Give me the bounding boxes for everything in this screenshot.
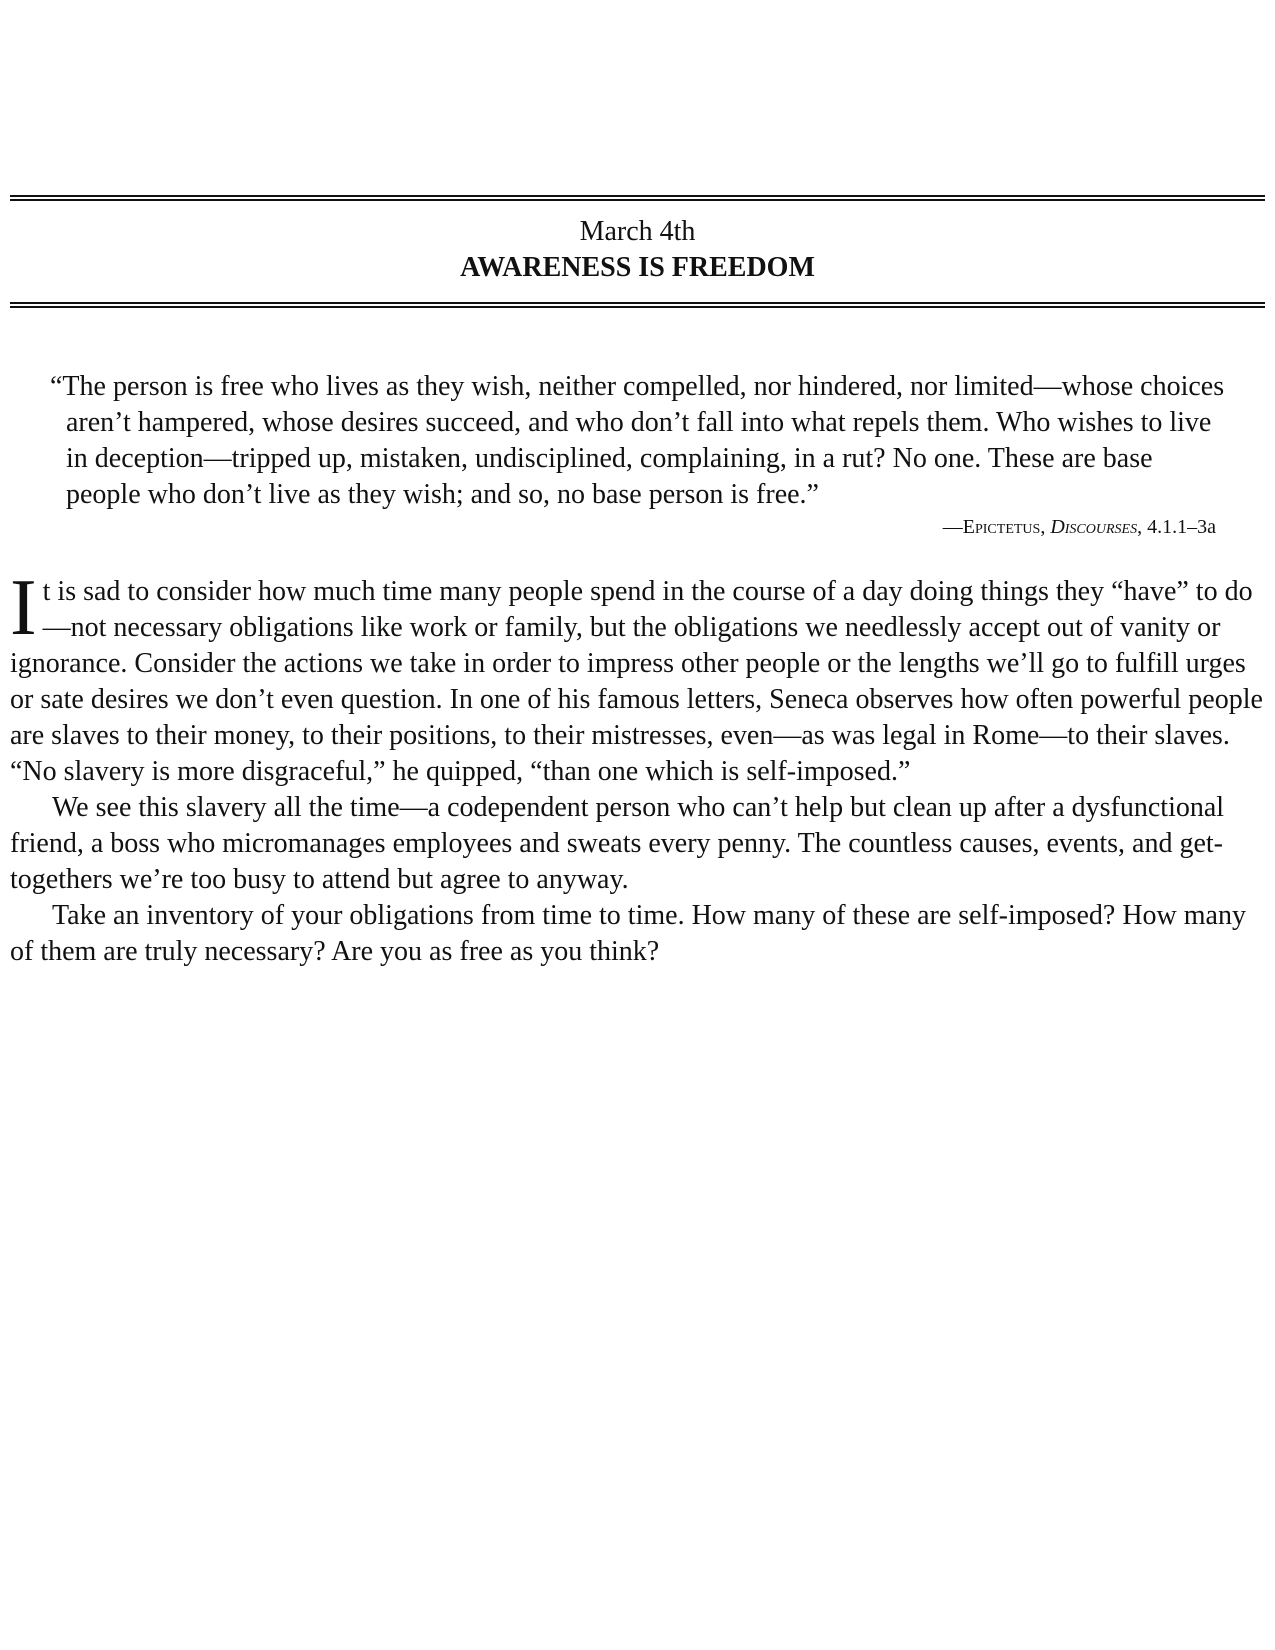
epigraph-quote: “The person is free who lives as they wish, neither compelled, nor hindered, nor limited—whose choices aren’t hampered, whose desires succeed, and who don’t fall into what repels them. Who wishes to live in deception—tripped up, mistaken, undisciplined, complaining, in a rut? No one. These are base people who don’t live as they wish; and so, no base person is free.”: [50, 371, 1225, 510]
body-paragraph-1: [10, 564, 1267, 790]
epigraph: [50, 369, 1230, 541]
attribution-reference: , 4.1.1–3a: [1137, 516, 1216, 538]
attribution-work: Discourses: [1050, 516, 1138, 538]
body-text: [10, 564, 1267, 970]
body-paragraph-2: We see this slavery all the time—a codependent person who can’t help but clean up after a dysfunctional friend, a boss who micromanages employees and sweats every penny. The countless causes, events, and get-togethers we’re too busy to attend but agree to anyway.: [10, 792, 1225, 895]
header-top-rule: [10, 195, 1265, 201]
body-paragraph-3: Take an inventory of your obligations from time to time. How many of these are self-imposed? How many of them are truly necessary? Are you as free as you think?: [10, 900, 1246, 967]
epigraph-attribution: [50, 513, 1230, 541]
header-bottom-rule: [10, 302, 1265, 308]
drop-cap: I: [10, 564, 37, 652]
attribution-author: —Epictetus,: [942, 516, 1046, 538]
body-paragraph-1-text: t is sad to consider how much time many people spend in the course of a day doing things they “have” to do—not necessary obligations like work or family, but the obligations we needlessly accept out of vanity or ignorance. Consider the actions we take in order to impress other people or the lengths we’ll go to fulfill urges or sate desires we don’t even question. In one of his famous letters, Seneca observes how often powerful people are slaves to their money, to their positions, to their mistresses, even—as was legal in Rome—to their slaves. “No slavery is more disgraceful,” he quipped, “than one which is self-imposed.”: [10, 576, 1263, 787]
page-header: [0, 214, 1275, 286]
entry-title: AWARENESS IS FREEDOM: [460, 252, 815, 283]
entry-date: March 4th: [579, 216, 696, 247]
